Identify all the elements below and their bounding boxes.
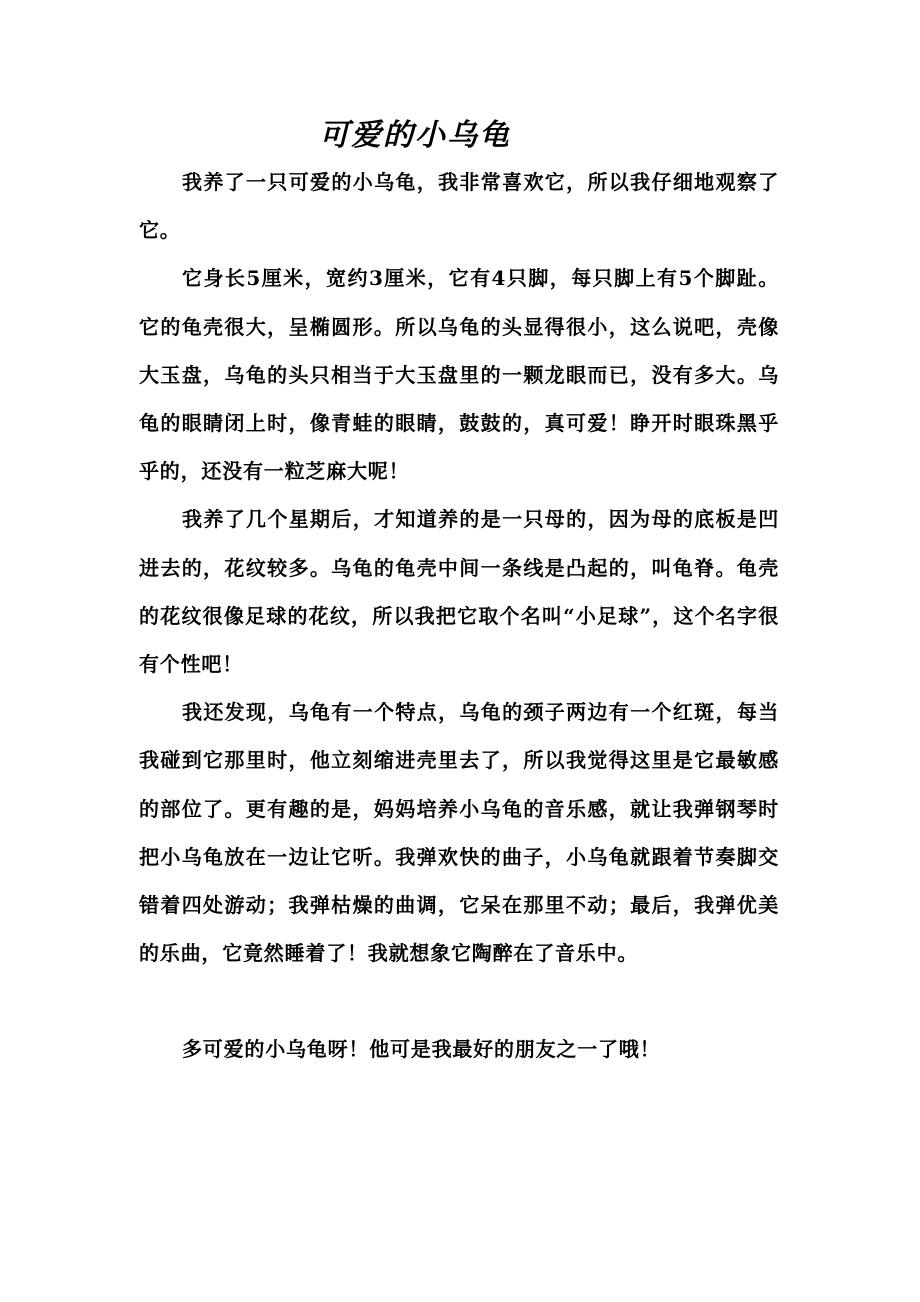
paragraph-spacer	[139, 977, 779, 1025]
paragraph-intro: 我养了一只可爱的小乌龟，我非常喜欢它，所以我仔细地观察了它。	[139, 170, 779, 243]
paragraph-appearance: 它身长5厘米，宽约3厘米，它有4只脚，每只脚上有5个脚趾。它的龟壳很大，呈椭圆形。所以乌龟的头显得很小，这么说吧，壳像大玉盘，乌龟的头只相当于大玉盘里的一颗龙眼而已，没有多大。乌龟的眼睛闭上时，像青蛙的眼睛，鼓鼓的，真可爱！睁开时眼珠黑乎乎的，还没有一粒芝麻大呢！	[139, 266, 779, 484]
paragraph-closing: 多可爱的小乌龟呀！他可是我最好的朋友之一了哦！	[182, 1037, 661, 1062]
paragraph-naming: 我养了几个星期后，才知道养的是一只母的，因为母的底板是凹进去的，花纹较多。乌龟的龟壳中间一条线是凸起的，叫龟脊。龟壳的花纹很像足球的花纹，所以我把它取个名叫“小足球”，这个名字很有个性吧！	[139, 507, 779, 677]
document-title: 可爱的小乌龟	[319, 118, 511, 153]
paragraph-behavior: 我还发现，乌龟有一个特点，乌龟的颈子两边有一个红斑，每当我碰到它那里时，他立刻缩进壳里去了，所以我觉得这里是它最敏感的部位了。更有趣的是，妈妈培养小乌龟的音乐感，就让我弹钢琴时把小乌龟放在一边让它听。我弹欢快的曲子，小乌龟就跟着节奏脚交错着四处游动；我弹枯燥的曲调，它呆在那里不动；最后，我弹优美的乐曲，它竟然睡着了！我就想象它陶醉在了音乐中。	[139, 700, 779, 966]
document-body	[139, 158, 779, 1074]
